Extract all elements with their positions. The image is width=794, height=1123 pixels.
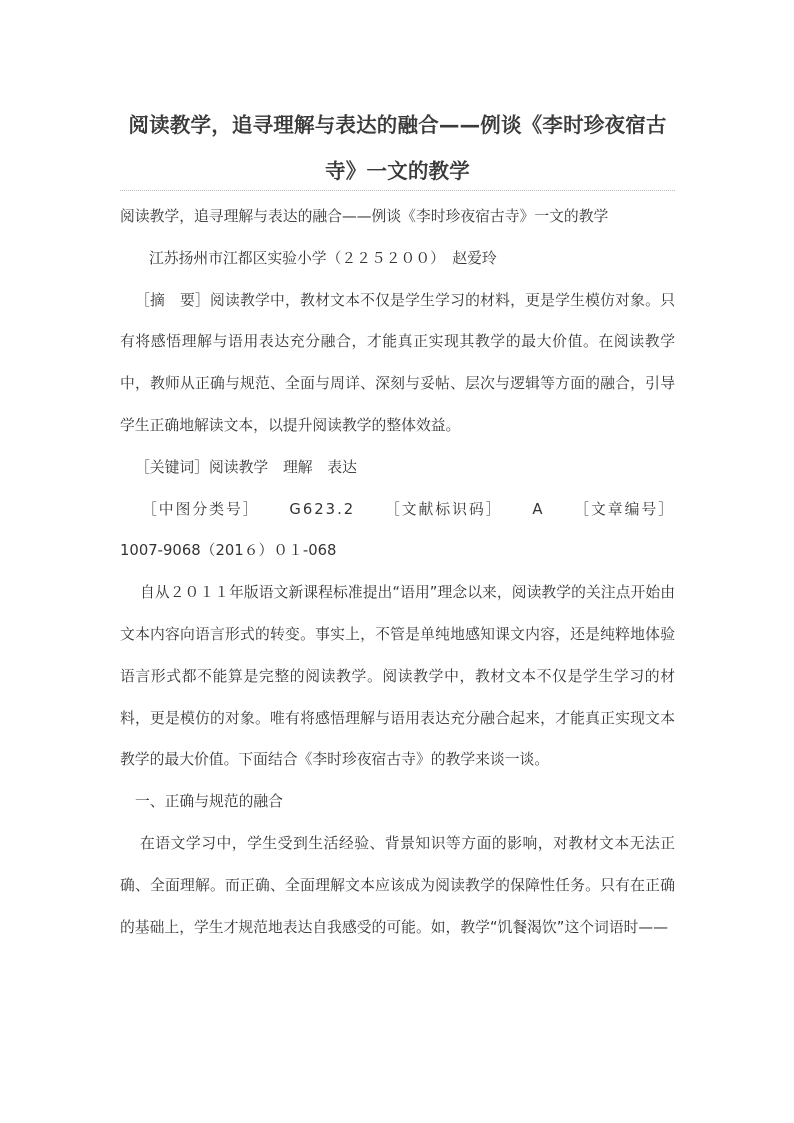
body-paragraph: 在语文学习中，学生受到生活经验、背景知识等方面的影响，对教材文本无法正确、全面理解。而正确、全面理解文本应该成为阅读教学的保障性任务。只有在正确的基础上，学生才规范地表达自我感受的可能。如，教学“饥餐渴饮”这个词语时—— <box>120 834 675 936</box>
title-divider <box>120 190 675 191</box>
keywords: ［关键词］阅读教学 理解 表达 <box>135 458 357 476</box>
doc-id-label: ［文献标识码］ <box>384 500 503 518</box>
article-title: 阅读教学，追寻理解与表达的融合——例谈《李时珍夜宿古寺》一文的教学 <box>128 113 667 183</box>
classification-row <box>120 489 675 531</box>
author-line: 江苏扬州市江都区实验小学（２２５２００） 赵爱玲 <box>149 249 497 267</box>
abstract: ［摘 要］阅读教学中，教材文本不仅是学生学习的材料，更是学生模仿对象。只有将感悟理解与语用表达充分融合，才能真正实现其教学的最大价值。在阅读教学中，教师从正确与规范、全面与周详、深刻与妥帖、层次与逻辑等方面的融合，引导学生正确地解读文本，以提升阅读教学的整体效益。 <box>120 291 675 434</box>
article-number-label: ［文章编号］ <box>574 500 675 518</box>
article-body <box>120 196 675 948</box>
body-paragraph: 自从２０１１年版语文新课程标准提出“语用”理念以来，阅读教学的关注点开始由文本内容向语言形式的转变。事实上，不管是单纯地感知课文内容，还是纯粹地体验语言形式都不能算是完整的阅读教学。阅读教学中，教材文本不仅是学生学习的材料，更是模仿的对象。唯有将感悟理解与语用表达充分融合起来，才能真正实现文本教学的最大价值。下面结合《李时珍夜宿古寺》的教学来谈一谈。 <box>120 584 675 769</box>
clc-value: G623.2 <box>289 500 356 518</box>
article-number: 1007-9068（201６）０１-068 <box>120 542 337 560</box>
section-heading: 一、正确与规范的融合 <box>135 793 283 811</box>
clc-label: ［中图分类号］ <box>142 500 260 518</box>
doc-id-value: A <box>532 500 545 518</box>
article-subtitle: 阅读教学，追寻理解与表达的融合——例谈《李时珍夜宿古寺》一文的教学 <box>120 208 609 225</box>
